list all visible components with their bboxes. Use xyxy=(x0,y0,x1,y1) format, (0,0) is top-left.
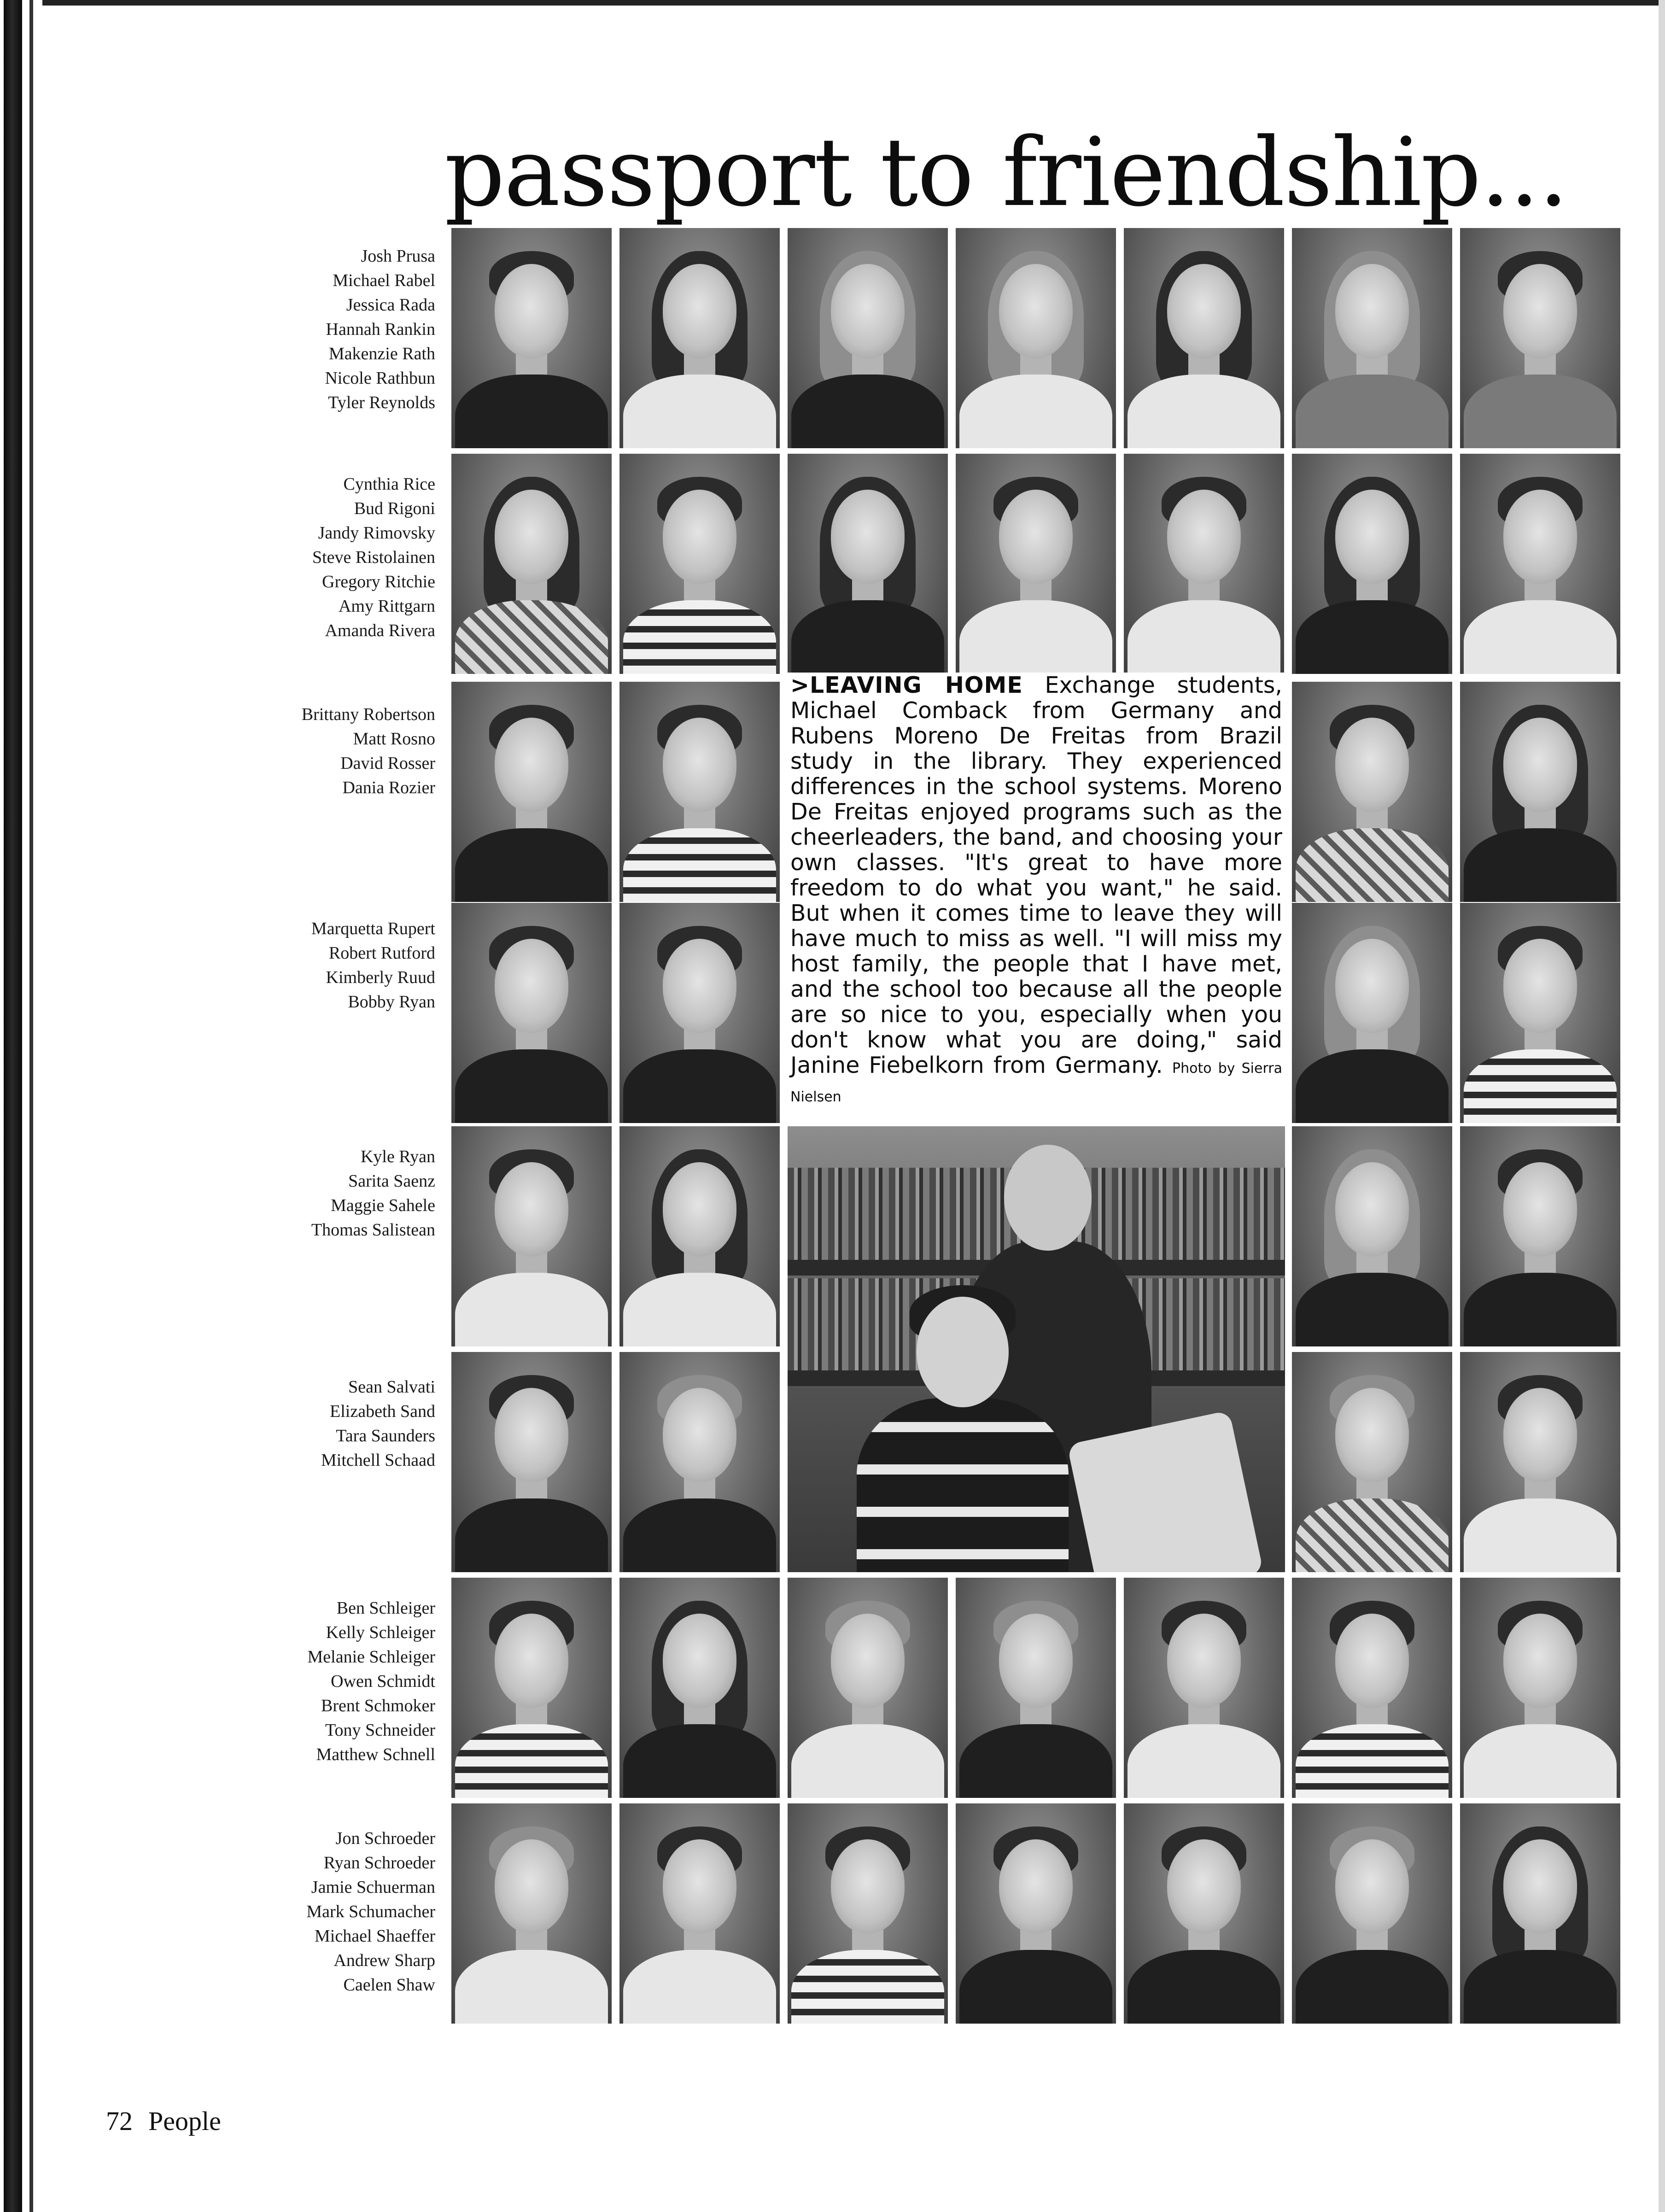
student-portrait xyxy=(1292,903,1452,1123)
student-portrait xyxy=(1460,1578,1620,1798)
student-name: Sarita Saenz xyxy=(348,1171,435,1191)
student-name: Michael Shaeffer xyxy=(314,1926,435,1946)
student-portrait xyxy=(619,1352,780,1572)
student-name: Hannah Rankin xyxy=(326,320,435,339)
student-portrait xyxy=(1460,454,1620,674)
student-name: Kimberly Ruud xyxy=(326,968,435,987)
caption-headline: >LEAVING HOME xyxy=(790,672,1023,698)
student-portrait xyxy=(1124,454,1284,674)
student-portrait xyxy=(1460,1126,1620,1346)
photo-caption xyxy=(788,673,1285,1119)
name-block-row-4 xyxy=(193,917,435,1014)
student-name: Jessica Rada xyxy=(346,295,435,315)
student-name: Melanie Schleiger xyxy=(307,1647,435,1667)
student-portrait xyxy=(1460,1352,1620,1572)
student-portrait xyxy=(619,454,780,674)
student-name: Bobby Ryan xyxy=(348,992,435,1012)
student-portrait xyxy=(451,454,612,674)
name-block-row-2 xyxy=(193,472,435,643)
student-portrait xyxy=(788,1578,948,1798)
student-portrait xyxy=(1124,228,1284,448)
student-name: Jandy Rimovsky xyxy=(318,523,435,543)
student-name: Bud Rigoni xyxy=(354,499,435,518)
page-right-edge xyxy=(1659,0,1665,2212)
student-portrait xyxy=(451,228,612,448)
name-block-row-3 xyxy=(193,702,435,800)
name-block-row-8 xyxy=(193,1826,435,1997)
name-block-row-7 xyxy=(193,1596,435,1767)
student-portrait xyxy=(451,1578,612,1798)
student-portrait xyxy=(619,228,780,448)
book-binding xyxy=(0,0,42,2212)
section-name: People xyxy=(148,2106,221,2136)
student-name: Josh Prusa xyxy=(361,246,435,266)
page-title: passport to friendship... xyxy=(444,118,1568,228)
photo-credit: Photo by Sierra Nielsen xyxy=(790,1060,1283,1105)
student-portrait xyxy=(1460,228,1620,448)
student-portrait xyxy=(451,903,612,1123)
student-portrait xyxy=(619,1578,780,1798)
student-portrait xyxy=(1292,454,1452,674)
student-portrait xyxy=(788,1803,948,2024)
student-name: Brittany Robertson xyxy=(301,705,435,724)
student-name: Cynthia Rice xyxy=(343,474,435,494)
student-name: Nicole Rathbun xyxy=(325,369,435,388)
student-portrait xyxy=(1124,1578,1284,1798)
student-name: Brent Schmoker xyxy=(321,1696,435,1715)
student-portrait xyxy=(1124,1803,1284,2024)
student-portrait xyxy=(956,1578,1116,1798)
student-portrait xyxy=(1460,682,1620,902)
student-portrait xyxy=(1460,903,1620,1123)
student-portrait xyxy=(1292,1803,1452,2024)
student-name: Robert Rutford xyxy=(328,943,435,963)
student-portrait xyxy=(956,228,1116,448)
student-name: Ryan Schroeder xyxy=(323,1853,435,1873)
student-portrait xyxy=(956,454,1116,674)
student-name: Sean Salvati xyxy=(348,1377,435,1397)
student-name: Ben Schleiger xyxy=(336,1598,435,1618)
student-portrait xyxy=(1460,1803,1620,2024)
student-name: Tony Schneider xyxy=(325,1720,435,1740)
student-name: Maggie Sahele xyxy=(331,1196,435,1215)
student-name: Kyle Ryan xyxy=(360,1147,435,1166)
student-name: Owen Schmidt xyxy=(331,1672,435,1691)
name-block-row-6 xyxy=(193,1375,435,1473)
student-name: Amanda Rivera xyxy=(325,621,435,640)
student-name: Matthew Schnell xyxy=(316,1745,435,1764)
name-block-row-5 xyxy=(193,1145,435,1242)
student-portrait xyxy=(619,1803,780,2024)
student-name: Matt Rosno xyxy=(353,729,435,749)
student-portrait xyxy=(1292,1578,1452,1798)
student-name: Caelen Shaw xyxy=(343,1975,435,1995)
student-portrait xyxy=(1292,228,1452,448)
student-name: Steve Ristolainen xyxy=(312,548,435,567)
student-portrait xyxy=(451,1352,612,1572)
student-portrait xyxy=(619,682,780,902)
student-name: Mark Schumacher xyxy=(306,1902,435,1921)
student-name: Jon Schroeder xyxy=(335,1829,435,1848)
student-portrait xyxy=(451,1803,612,2024)
student-name: Kelly Schleiger xyxy=(326,1623,435,1642)
student-name: Andrew Sharp xyxy=(333,1951,435,1970)
exchange-students-photo xyxy=(788,1126,1285,1572)
student-portrait xyxy=(1292,682,1452,902)
page-top-edge xyxy=(0,0,1665,6)
student-portrait xyxy=(451,1126,612,1346)
student-portrait xyxy=(956,1803,1116,2024)
student-name: Dania Rozier xyxy=(342,778,435,797)
page-number: 72 xyxy=(106,2106,133,2136)
student-portrait xyxy=(619,1126,780,1346)
student-name: Tyler Reynolds xyxy=(328,393,435,412)
student-portrait xyxy=(788,454,948,674)
student-name: Gregory Ritchie xyxy=(322,572,435,591)
caption-body: Exchange students, Michael Comback from Germany and Rubens Moreno De Freitas from Brazil study in the library. They experienced differences in the school systems. Moreno De Freitas enjoyed programs such as the cheerleaders, the band, and choosing your own classes. "It's great to have more freedom to do what you want," he said. But when it comes time to leave they will have much to miss as well. "I will miss my host family, the people that I have met, and the school too because all the people are so nice to you, especially when you don't know what you are doing," said Janine Fiebelkorn from Germany. xyxy=(790,672,1283,1078)
student-name: Makenzie Rath xyxy=(328,344,435,363)
name-block-row-1 xyxy=(193,244,435,415)
student-name: David Rosser xyxy=(340,754,435,773)
student-portrait xyxy=(451,682,612,902)
student-name: Elizabeth Sand xyxy=(330,1402,435,1421)
student-portrait xyxy=(1292,1352,1452,1572)
student-name: Marquetta Rupert xyxy=(311,919,435,938)
page-folio xyxy=(106,2105,382,2137)
student-portrait xyxy=(619,903,780,1123)
student-name: Thomas Salistean xyxy=(311,1220,435,1240)
student-name: Michael Rabel xyxy=(333,271,435,290)
student-portrait xyxy=(788,228,948,448)
student-portrait xyxy=(1292,1126,1452,1346)
student-name: Mitchell Schaad xyxy=(321,1451,435,1470)
student-name: Jamie Schuerman xyxy=(311,1878,435,1897)
student-name: Amy Rittgarn xyxy=(338,597,435,616)
student-name: Tara Saunders xyxy=(336,1426,435,1445)
